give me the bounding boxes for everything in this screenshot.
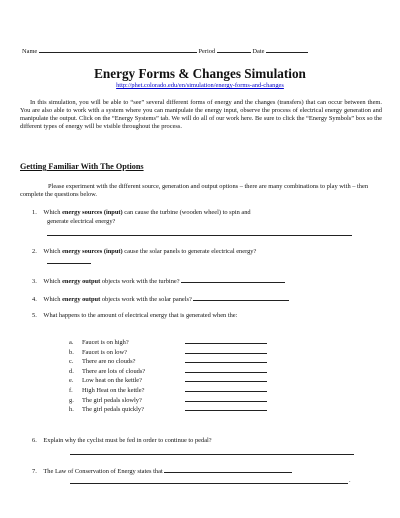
- question-1-line2: generate electrical energy?: [47, 218, 116, 225]
- simulation-link[interactable]: http://phet.colorado.edu/en/simulation/energy-forms-and-changes: [116, 82, 284, 89]
- question-2: 2. Which energy sources (input) cause the solar panels to generate electrical energy?: [32, 248, 257, 255]
- list-item: a. Faucet is on high?: [69, 337, 267, 347]
- answer-line-7a[interactable]: [164, 466, 292, 473]
- answer-line-5f[interactable]: [185, 385, 267, 392]
- answer-line-5g[interactable]: [185, 395, 267, 402]
- sentence-period: .: [349, 477, 351, 484]
- answer-line-5a[interactable]: [185, 337, 267, 344]
- intro-paragraph: In this simulation, you will be able to “see” several different forms of energy and the changes (transfers) that can occur between them. You are also able to work with a system where you can manipulate the energy input, observe the process of electrical energy generation and manipulate the output. Click on the “Energy Systems” tab. We will do all of our work here. Be sure to click the “Energy Symbols” box so the different types of energy will be visible throughout the process.: [20, 99, 382, 130]
- question-1: 1. Which energy sources (input) can cause the turbine (wooden wheel) to spin and: [32, 209, 251, 216]
- question-number: 4.: [32, 296, 37, 303]
- question-7: 7. The Law of Conservation of Energy states that: [32, 466, 292, 476]
- list-item: f. High Heat on the kettle?: [69, 385, 267, 395]
- answer-line-1[interactable]: [47, 235, 352, 236]
- list-item: h. The girl pedals quickly?: [69, 404, 267, 414]
- name-label: Name: [22, 48, 38, 55]
- page-title: Energy Forms & Changes Simulation: [94, 66, 306, 81]
- answer-line-2[interactable]: [47, 263, 91, 264]
- answer-line-5c[interactable]: [185, 356, 267, 363]
- list-item: e. Low heat on the kettle?: [69, 375, 267, 385]
- question-5: 5. What happens to the amount of electrical energy that is generated when the:: [32, 312, 238, 319]
- answer-line-5b[interactable]: [185, 347, 267, 354]
- list-item: c. There are no clouds?: [69, 356, 267, 366]
- list-item: b. Faucet is on low?: [69, 347, 267, 357]
- question-number: 7.: [32, 468, 37, 475]
- question-3: 3. Which energy output objects work with the turbine?: [32, 276, 285, 286]
- name-blank[interactable]: [39, 46, 197, 53]
- answer-line-5h[interactable]: [185, 404, 267, 411]
- answer-line-6[interactable]: [70, 454, 354, 455]
- question-5-items: [0, 337, 400, 417]
- question-number: 3.: [32, 278, 37, 285]
- question-number: 1.: [32, 209, 37, 216]
- list-item: d. There are lots of clouds?: [69, 366, 267, 376]
- date-blank[interactable]: [266, 46, 308, 53]
- section-intro: Please experiment with the different source, generation and output options – there are many combinations to play with – then complete the questions below.: [20, 183, 369, 198]
- list-item: g. The girl pedals slowly?: [69, 395, 267, 405]
- question-number: 5.: [32, 312, 37, 319]
- section-heading: Getting Familiar With The Options: [20, 162, 144, 171]
- answer-line-5d[interactable]: [185, 366, 267, 373]
- answer-line-4[interactable]: [193, 294, 289, 301]
- question-6: 6. Explain why the cyclist must be fed in order to continue to pedal?: [32, 437, 212, 444]
- question-4: 4. Which energy output objects work with the solar panels?: [32, 294, 289, 304]
- name-field-row: [22, 46, 308, 56]
- period-label: Period: [198, 48, 216, 55]
- answer-line-3[interactable]: [181, 276, 285, 283]
- question-number: 2.: [32, 248, 37, 255]
- answer-line-7b[interactable]: [70, 483, 348, 484]
- question-number: 6.: [32, 437, 37, 444]
- period-blank[interactable]: [217, 46, 251, 53]
- answer-line-5e[interactable]: [185, 375, 267, 382]
- date-label: Date: [252, 48, 265, 55]
